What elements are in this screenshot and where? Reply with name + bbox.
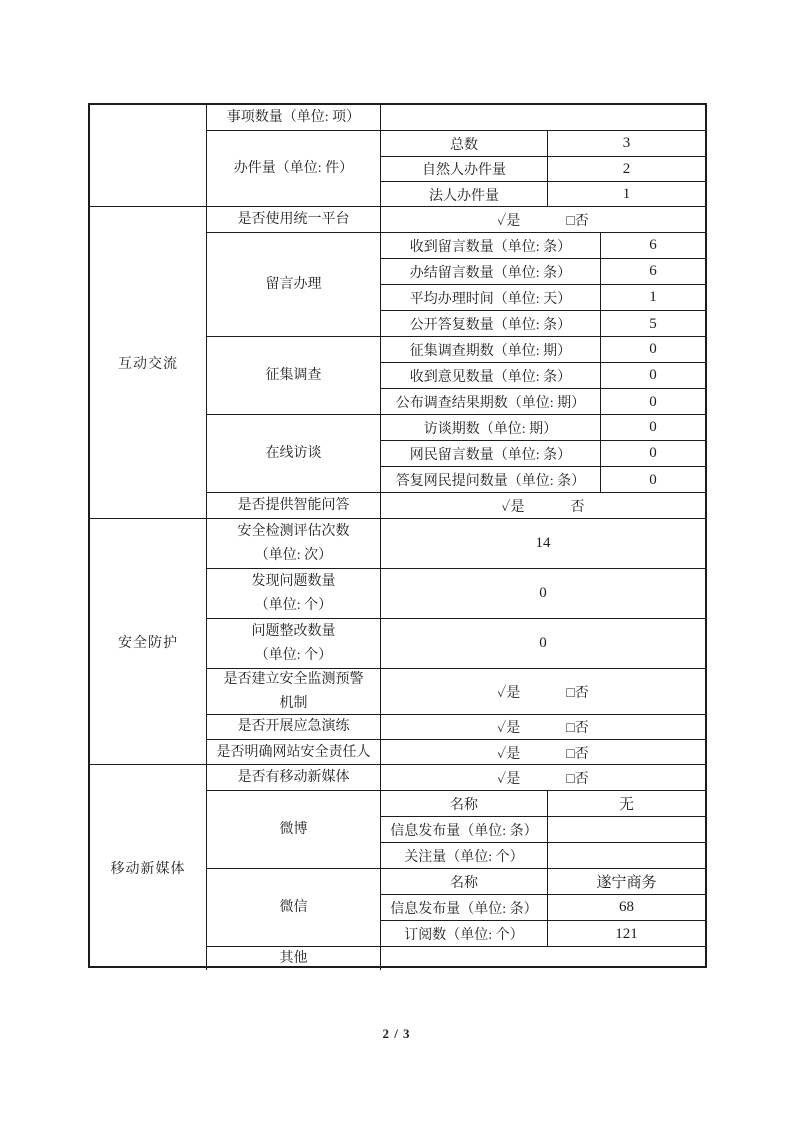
row-value: 0 [649,393,657,410]
table-row [381,869,705,895]
table-row [381,467,705,493]
table-row [381,131,705,157]
row-label: 名称 [381,791,548,816]
row-label: 订阅数（单位: 个） [381,921,548,947]
row-value: 2 [622,160,631,177]
group-survey [207,337,705,415]
row-label: 信息发布量（单位: 条） [381,817,548,842]
row-value: 6 [649,263,657,279]
row-label: 收到意见数量（单位: 条） [381,363,601,388]
row-value: 1 [622,186,631,202]
row-label: 网民留言数量（单位: 条） [381,441,601,466]
row-value: 0 [649,471,657,488]
row-value: 6 [649,237,657,253]
row-label: 事项数量（单位: 项） [207,105,381,130]
row-label: 公布调查结果期数（单位: 期） [381,389,601,415]
row-label: 信息发布量（单位: 条） [381,895,548,920]
row-value: 68 [619,899,634,915]
row-warning-mechanism [207,669,705,715]
row-value: 0 [649,341,657,357]
table-row [381,363,705,389]
row-label: 访谈期数（单位: 期） [381,415,601,440]
section-security [90,519,705,765]
row-label: 法人办件量 [381,182,548,207]
row-label: 是否明确网站安全责任人 [207,740,381,765]
section-mobile-media [90,765,705,970]
row-label: 名称 [381,869,548,894]
row-value: 0 [649,445,657,461]
group-label: 办件量（单位: 件） [207,131,381,207]
row-value: 14 [535,535,551,551]
yes-no-cell [381,493,705,519]
row-smart-qa [207,493,705,519]
row-unified-platform [207,207,705,233]
row-value: 1 [649,289,657,305]
row-value [548,843,705,869]
no-option: □否 [566,771,589,787]
row-security-checks [207,519,705,569]
row-label: 是否有移动新媒体 [207,765,381,790]
row-label: 自然人办件量 [381,157,548,181]
row-label: 其他 [207,947,381,970]
group-transactions [207,131,705,207]
table-row [381,157,705,182]
yes-checked-option: ✓是 [497,213,521,229]
section-service-volume [90,105,705,207]
yes-checked-option: ✓是 [497,721,521,736]
row-other-media [207,947,705,970]
table-row [381,441,705,467]
no-option: □否 [566,685,589,701]
table-row [381,285,705,311]
table-row [381,895,705,921]
row-value: 0 [649,419,657,435]
table-row [381,182,705,207]
row-emergency-drill [207,715,705,740]
row-label: 平均办理时间（单位: 天） [381,285,601,310]
section-label: 互动交流 [90,207,207,518]
row-problems-fixed [207,619,705,669]
row-label: 是否使用统一平台 [207,207,381,232]
row-label: 答复网民提问数量（单位: 条） [381,467,601,493]
no-option: □否 [566,721,589,736]
row-label: 发现问题数量 （单位: 个） [207,569,381,618]
group-wechat [207,869,705,947]
group-message-handling [207,233,705,337]
row-value: 0 [649,367,657,383]
row-label: 是否建立安全监测预警 机制 [207,669,381,714]
row-security-owner [207,740,705,765]
no-option: □否 [566,213,589,229]
section-label: 移动新媒体 [90,765,207,970]
table-row [381,921,705,947]
yes-no-cell [381,715,705,739]
group-label: 留言办理 [207,233,381,336]
table-row [381,337,705,363]
row-label: 公开答复数量（单位: 条） [381,311,601,337]
yes-checked-option: ✓是 [501,500,525,515]
group-weibo [207,791,705,869]
table-row [381,791,705,817]
row-value: 遂宁商务 [596,875,657,891]
row-value: 0 [539,585,547,601]
page-number: 2 / 3 [382,1026,411,1041]
no-option: 否 [570,500,585,515]
group-label: 征集调查 [207,337,381,414]
table-row [381,843,705,869]
row-has-mobile-media [207,765,705,791]
table-row [381,259,705,285]
row-item-count [207,105,705,131]
row-value: 3 [622,135,631,151]
row-label: 是否提供智能问答 [207,493,381,519]
row-problems-found [207,569,705,619]
group-online-interview [207,415,705,493]
table-row [381,389,705,415]
yes-checked-option: ✓是 [497,746,521,762]
section-interaction [90,207,705,519]
section-label: 安全防护 [90,519,207,764]
table-row [381,233,705,259]
yes-no-cell [381,669,705,714]
yes-checked-option: ✓是 [497,771,521,787]
row-label: 征集调查期数（单位: 期） [381,337,601,362]
group-label: 微信 [207,869,381,946]
row-label: 关注量（单位: 个） [381,843,548,869]
row-label: 安全检测评估次数 （单位: 次） [207,519,381,568]
row-label: 总数 [381,131,548,156]
yes-checked-option: ✓是 [497,685,521,701]
section-label-cell-empty [90,105,207,206]
row-label: 问题整改数量 （单位: 个） [207,619,381,668]
group-label: 在线访谈 [207,415,381,492]
row-label: 是否开展应急演练 [207,715,381,739]
table-row [381,817,705,843]
row-value [548,817,705,842]
row-value: 5 [649,315,657,332]
yes-no-cell [381,765,705,790]
row-value: 121 [615,925,638,942]
yes-no-cell [381,207,705,232]
row-value [381,105,705,130]
table-row [381,415,705,441]
no-option: □否 [566,746,589,762]
row-label: 办结留言数量（单位: 条） [381,259,601,284]
row-value: 0 [539,635,547,651]
row-label: 收到留言数量（单位: 条） [381,233,601,258]
table-row [381,311,705,337]
row-value [381,947,705,970]
report-table [88,103,707,968]
row-value: 无 [618,797,634,813]
group-label: 微博 [207,791,381,868]
yes-no-cell [381,740,705,765]
